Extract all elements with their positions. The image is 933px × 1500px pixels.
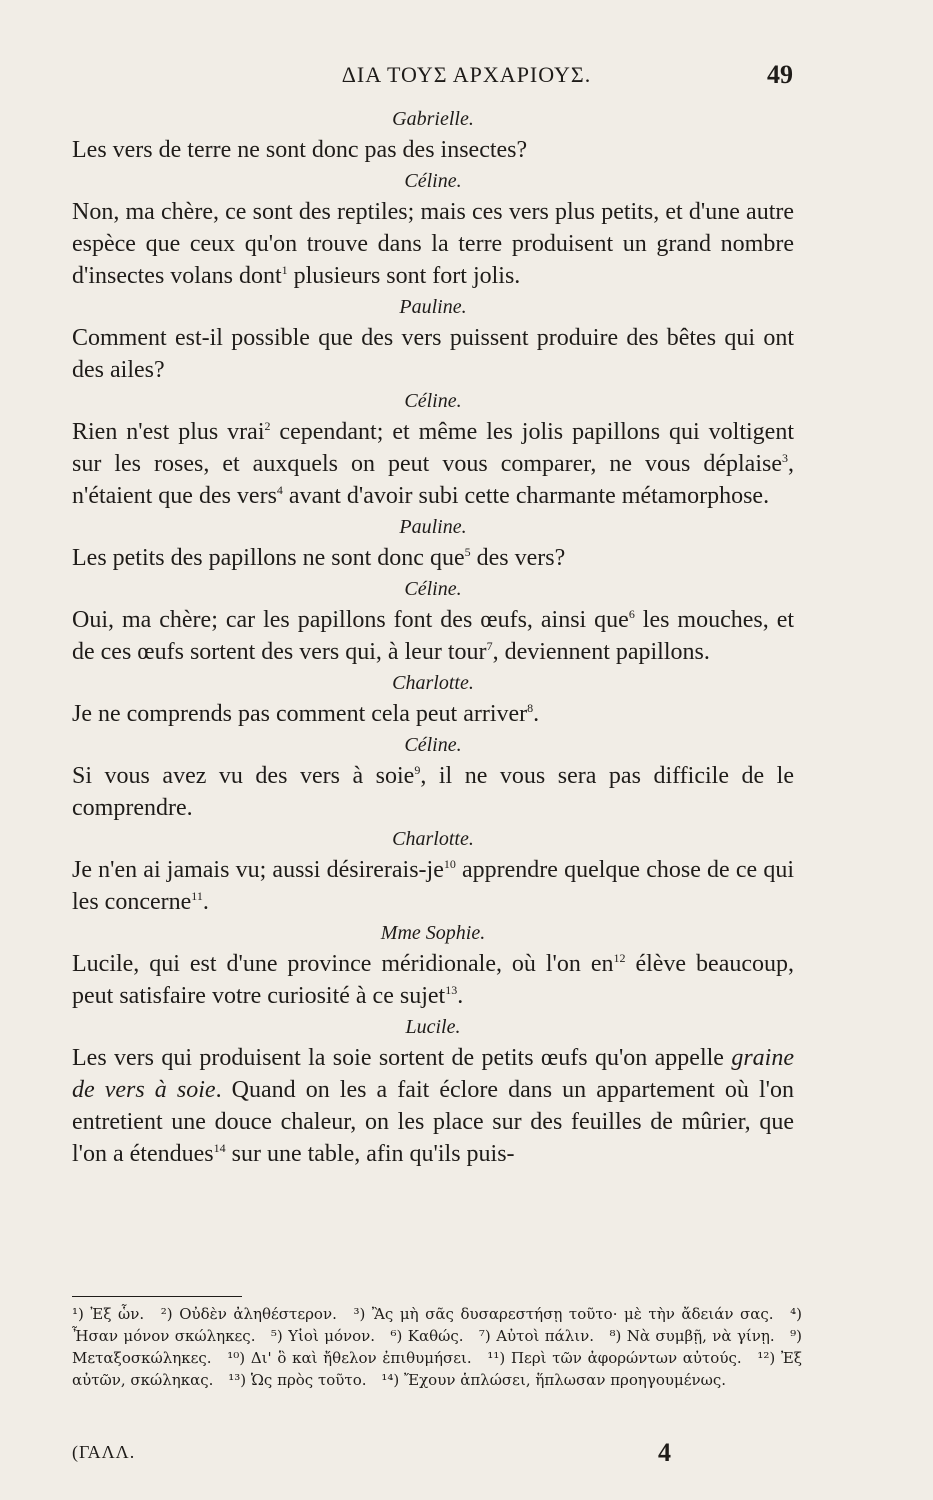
footnote-ref: 3 bbox=[782, 451, 788, 465]
text-run: Je ne comprends pas comment cela peut arriver bbox=[72, 701, 528, 727]
speaker-name: Charlotte. bbox=[392, 828, 474, 850]
speaker-name: Lucile. bbox=[405, 1016, 461, 1038]
footnote: ¹³) Ὡς πρὸς τοῦτο. bbox=[228, 1371, 367, 1389]
footnote-ref: 5 bbox=[464, 545, 471, 559]
dialogue-paragraph bbox=[72, 196, 794, 292]
gathering-number: 4 bbox=[658, 1438, 671, 1467]
text-run: cependant; et même les jolis papillons qui voltigent sur les roses, et auxquels on peut vous comparer, ne vous déplaise bbox=[72, 419, 794, 477]
running-title: ΔΙΑ ΤΟΥΣ ΑΡΧΑΡΙΟΥΣ. bbox=[341, 62, 592, 87]
text-run: , n'étaient que des vers bbox=[72, 451, 794, 509]
text-run: élève beaucoup, peut satisfaire votre curiosité à ce sujet bbox=[72, 951, 794, 1009]
footnote: ⁹) Μεταξοσκώληκες. bbox=[72, 1327, 802, 1367]
speaker-name: Céline. bbox=[404, 734, 462, 756]
footnote: ¹) Ἐξ ὧν. bbox=[72, 1305, 145, 1323]
text-run: sur une table, afin qu'ils puis- bbox=[225, 1141, 515, 1167]
page-foot bbox=[72, 1438, 802, 1472]
text-run: des vers? bbox=[470, 545, 566, 571]
running-head bbox=[0, 60, 933, 94]
dialogue-paragraph bbox=[72, 416, 794, 512]
footnote: ⁶) Καθώς. bbox=[390, 1327, 464, 1345]
speaker-name: Céline. bbox=[404, 170, 462, 192]
text-run: . bbox=[533, 701, 540, 727]
footnote-ref: 11 bbox=[191, 889, 203, 903]
footnote: ⁷) Αὐτοὶ πάλιν. bbox=[478, 1327, 595, 1345]
dialogue-text bbox=[72, 104, 794, 1170]
text-run: Lucile, qui est d'une province méridionale, où l'on en bbox=[72, 951, 614, 977]
speaker-name: Pauline. bbox=[399, 296, 467, 318]
footnote-ref: 4 bbox=[276, 483, 283, 497]
text-run: plusieurs sont fort jolis. bbox=[287, 263, 521, 289]
speaker-name: Mme Sophie. bbox=[380, 922, 486, 944]
text-run: . bbox=[202, 889, 209, 915]
footnote: ¹¹) Περὶ τῶν ἀφορώντων αὐτούς. bbox=[487, 1349, 742, 1367]
text-run: Oui, ma chère; car les papillons font des œufs, ainsi que bbox=[72, 607, 629, 633]
text-run: . bbox=[457, 983, 464, 1009]
dialogue-paragraph bbox=[72, 948, 794, 1012]
text-run: Si vous avez vu des vers à soie bbox=[72, 763, 415, 789]
dialogue-paragraph bbox=[72, 322, 794, 386]
text-run: , il ne vous sera pas difficile de le comprendre. bbox=[72, 763, 794, 821]
text-run: les mouches, et de ces œufs sortent des vers qui, à leur tour bbox=[72, 607, 795, 665]
dialogue-paragraph bbox=[72, 542, 794, 574]
footnote-ref: 6 bbox=[628, 607, 635, 621]
text-run: Les petits des papillons ne sont donc que bbox=[72, 545, 465, 571]
speaker-name: Céline. bbox=[404, 578, 462, 600]
footnote: ⁴) Ἦσαν μόνον σκώληκες. bbox=[72, 1305, 802, 1345]
dialogue-paragraph bbox=[72, 1042, 794, 1170]
text-run: Les vers qui produisent la soie sortent de petits œufs qu'on appelle bbox=[72, 1045, 732, 1071]
dialogue-paragraph bbox=[72, 604, 794, 668]
footnote-ref: 10 bbox=[443, 857, 456, 871]
page-number: 49 bbox=[767, 60, 793, 89]
speaker-name: Céline. bbox=[404, 390, 462, 412]
text-run: Les vers de terre ne sont donc pas des insectes? bbox=[72, 137, 528, 163]
dialogue-paragraph bbox=[72, 854, 794, 918]
dialogue-paragraph bbox=[72, 134, 794, 166]
speaker-name: Gabrielle. bbox=[392, 108, 474, 130]
text-run: Comment est-il possible que des vers puissent produire des bêtes qui ont des ailes? bbox=[72, 325, 794, 383]
footnote: ²) Οὐδὲν ἀληθέστερον. bbox=[160, 1305, 337, 1323]
text-run: avant d'avoir subi cette charmante métamorphose. bbox=[282, 483, 770, 509]
speaker-name: Pauline. bbox=[399, 516, 467, 538]
footnote-ref: 2 bbox=[264, 419, 271, 433]
footnote-ref: 13 bbox=[445, 983, 458, 997]
text-run: Non, ma chère, ce sont des reptiles; mais ces vers plus petits, et d'une autre espèce que ceux qu'on trouve dans la terre produisent un grand nombre d'insectes volans dont bbox=[72, 199, 794, 289]
dialogue-paragraph bbox=[72, 698, 794, 730]
footnote-ref: 8 bbox=[527, 701, 534, 715]
footnote-rule bbox=[72, 1296, 242, 1297]
footnotes bbox=[72, 1303, 802, 1391]
footnote-ref: 9 bbox=[414, 763, 421, 777]
signature-mark: (ΓΑΛΛ. bbox=[72, 1442, 136, 1462]
text-run: Rien n'est plus vrai bbox=[72, 419, 265, 445]
footnote: ¹⁴) Ἔχουν ἁπλώσει, ἥπλωσαν προηγουμένως. bbox=[381, 1371, 727, 1389]
footnote: ¹⁰) Δι' ὃ καὶ ἤθελον ἐπιθυμήσει. bbox=[227, 1349, 472, 1367]
text-run: apprendre quelque chose de ce qui les concerne bbox=[72, 857, 794, 915]
footnote: ³) Ἂς μὴ σᾶς δυσαρεστήσῃ τοῦτο· μὲ τὴν ἄδειάν σας. bbox=[353, 1305, 774, 1323]
text-run: Je n'en ai jamais vu; aussi désirerais-je bbox=[72, 857, 444, 883]
footnote-ref: 1 bbox=[281, 263, 288, 277]
footnote: ⁵) Υἱοὶ μόνον. bbox=[270, 1327, 376, 1345]
footnote: ⁸) Νὰ συμβῇ, νὰ γίνῃ. bbox=[609, 1327, 775, 1345]
text-run: , deviennent papillons. bbox=[492, 639, 710, 665]
text-run: . Quand on les a fait éclore dans un appartement où l'on entretient une douce chaleur, on les place sur des feuilles de mûrier, que l'on a étendues bbox=[72, 1077, 795, 1167]
dialogue-paragraph bbox=[72, 760, 794, 824]
footnote-ref: 7 bbox=[486, 639, 493, 653]
footnote-ref: 12 bbox=[613, 951, 626, 965]
italic-term: graine de vers à soie bbox=[72, 1045, 794, 1103]
speaker-name: Charlotte. bbox=[392, 672, 474, 694]
footnote: ¹²) Ἐξ αὐτῶν, σκώληκας. bbox=[72, 1349, 802, 1389]
footnote-ref: 14 bbox=[213, 1141, 226, 1155]
